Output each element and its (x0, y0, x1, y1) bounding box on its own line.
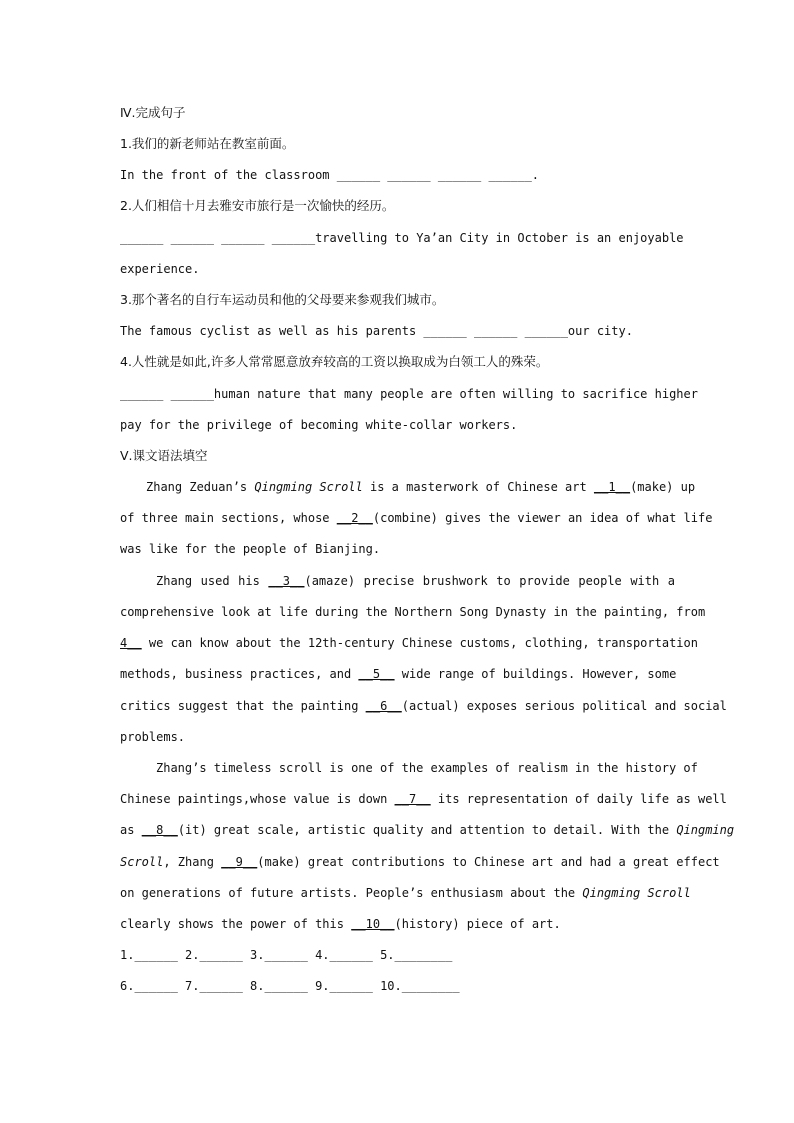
title-italic: Qingming Scroll (582, 886, 691, 900)
p2-line4: methods, business practices, and __5__ wide range of buildings. However, some (120, 667, 677, 681)
p3-line6: clearly shows the power of this __10__(history) piece of art. (120, 917, 561, 931)
answers-row-2: 6.______ 7.______ 8.______ 9.______ 10.________ (120, 979, 460, 993)
q2-chinese: 2.人们相信十月去雅安市旅行是一次愉快的经历。 (120, 198, 395, 213)
q4-english-line1: ______ ______human nature that many people are often willing to sacrifice higher (120, 387, 698, 401)
blank-10: __10__ (351, 917, 395, 931)
q4-chinese: 4.人性就是如此,许多人常常愿意放弃较高的工资以换取成为白领工人的殊荣。 (120, 354, 549, 369)
q2-english-line2: experience. (120, 262, 200, 276)
blank-9: __9__ (221, 855, 258, 869)
p2-line5: critics suggest that the painting __6__(actual) exposes serious political and social (120, 699, 727, 713)
answers-row-1: 1.______ 2.______ 3.______ 4.______ 5.________ (120, 948, 453, 962)
p2-line3: 4__ we can know about the 12th-century Chinese customs, clothing, transportation (120, 636, 698, 650)
q3-chinese: 3.那个著名的自行车运动员和他的父母要来参观我们城市。 (120, 292, 445, 307)
blank-4: 4__ (120, 636, 142, 650)
blank-2: __2__ (336, 511, 373, 525)
p3-line1: Zhang’s timeless scroll is one of the examples of realism in the history of (156, 761, 698, 775)
section4-heading: Ⅳ.完成句子 (120, 105, 186, 120)
blank-6: __6__ (365, 699, 402, 713)
p1-line2: of three main sections, whose __2__(combine) gives the viewer an idea of what life (120, 511, 713, 525)
q4-english-line2: pay for the privilege of becoming white-collar workers. (120, 418, 518, 432)
blank-7: __7__ (394, 792, 431, 806)
p2-line2: comprehensive look at life during the Northern Song Dynasty in the painting, from (120, 605, 706, 619)
blank-3: __3__ (268, 574, 305, 588)
title-italic: Qingming (676, 823, 735, 837)
p2-line1: Zhang used his __3__(amaze) precise brushwork to provide people with a (156, 574, 676, 588)
title-italic: Qingming Scroll (254, 480, 363, 494)
p3-line2: Chinese paintings,whose value is down __7__ its representation of daily life as well (120, 792, 727, 806)
q2-english-line1: ______ ______ ______ ______travelling to Ya’an City in October is an enjoyable (120, 231, 684, 245)
p1-line1: Zhang Zeduan’s Qingming Scroll is a masterwork of Chinese art __1__(make) up (146, 480, 696, 494)
p1-line3: was like for the people of Bianjing. (120, 542, 381, 556)
section5-heading: Ⅴ.课文语法填空 (120, 448, 208, 463)
p3-line3: as __8__(it) great scale, artistic quality and attention to detail. With the Qingming (120, 823, 735, 837)
blank-5: __5__ (358, 667, 395, 681)
title-italic: Scroll (120, 855, 164, 869)
blank-8: __8__ (141, 823, 178, 837)
blank-1: __1__ (593, 480, 631, 494)
q3-english: The famous cyclist as well as his parents ______ ______ ______our city. (120, 324, 633, 338)
q1-english: In the front of the classroom ______ ______ ______ ______. (120, 168, 540, 182)
p2-line6: problems. (120, 730, 186, 744)
p3-line4: Scroll, Zhang __9__(make) great contributions to Chinese art and had a great effect (120, 855, 720, 869)
q1-chinese: 1.我们的新老师站在教室前面。 (120, 136, 295, 151)
p3-line5: on generations of future artists. People’s enthusiasm about the Qingming Scroll (120, 886, 691, 900)
